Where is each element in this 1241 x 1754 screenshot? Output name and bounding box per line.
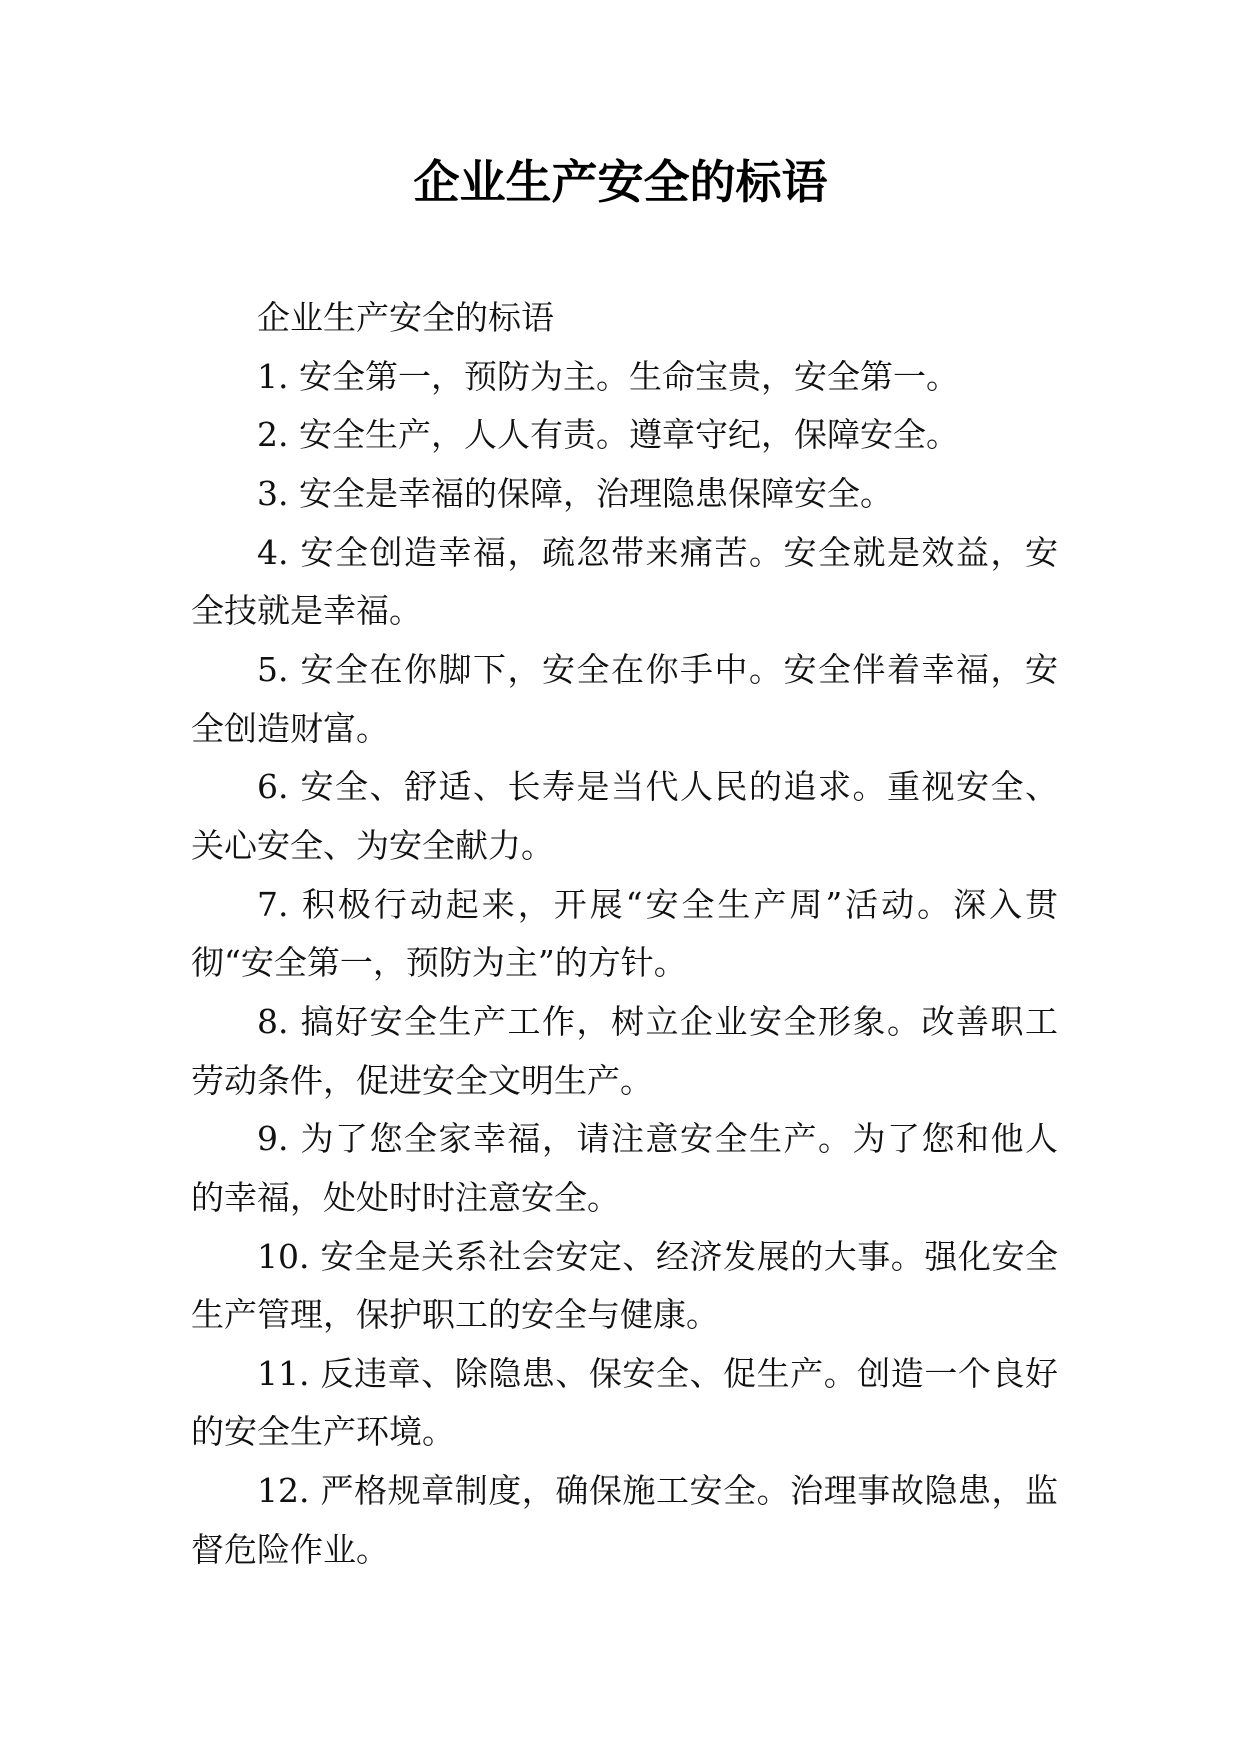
slogan-item-4: [191, 524, 1058, 641]
paragraph-line: 1. 安全第一，预防为主。生命宝贵，安全第一。: [257, 356, 959, 396]
paragraph-line: 的安全生产环境。: [191, 1412, 455, 1452]
paragraph-line: 6. 安全、舒适、长寿是当代人民的追求。重视安全、: [257, 767, 1058, 807]
paragraph-line: 12. 严格规章制度，确保施工安全。治理事故隐患，监: [257, 1471, 1058, 1511]
slogan-item-10: [191, 1228, 1058, 1345]
document-body: [191, 289, 1058, 1579]
paragraph-line: 7. 积极行动起来，开展“安全生产周”活动。深入贯: [257, 884, 1058, 924]
paragraph-line: 关心安全、为安全献力。: [191, 825, 554, 865]
slogan-item-12: [191, 1462, 1058, 1579]
slogan-item-1: [191, 348, 1058, 407]
slogan-item-3: [191, 465, 1058, 524]
slogan-item-5: [191, 641, 1058, 758]
paragraph-line: 4. 安全创造幸福，疏忽带来痛苦。安全就是效益，安: [257, 532, 1058, 572]
paragraph-line: 全技就是幸福。: [191, 591, 422, 631]
slogan-item-9: [191, 1110, 1058, 1227]
slogan-item-8: [191, 993, 1058, 1110]
paragraph-line: 2. 安全生产，人人有责。遵章守纪，保障安全。: [257, 415, 959, 455]
paragraph-intro: [191, 289, 1058, 348]
slogan-item-11: [191, 1345, 1058, 1462]
slogan-item-2: [191, 406, 1058, 465]
paragraph-line: 3. 安全是幸福的保障，治理隐患保障安全。: [257, 473, 893, 513]
page-title: 企业生产安全的标语: [413, 155, 828, 209]
paragraph-line: 9. 为了您全家幸福，请注意安全生产。为了您和他人: [257, 1119, 1058, 1159]
paragraph-line: 全创造财富。: [191, 708, 389, 748]
slogan-item-6: [191, 758, 1058, 875]
paragraph-line: 5. 安全在你脚下，安全在你手中。安全伴着幸福，安: [257, 649, 1058, 689]
paragraph-line: 10. 安全是关系社会安定、经济发展的大事。强化安全: [257, 1236, 1058, 1276]
paragraph-line: 11. 反违章、除隐患、保安全、促生产。创造一个良好: [257, 1353, 1058, 1393]
paragraph-line: 督危险作业。: [191, 1529, 389, 1569]
paragraph-line: 的幸福，处处时时注意安全。: [191, 1177, 620, 1217]
paragraph-line: 生产管理，保护职工的安全与健康。: [191, 1295, 719, 1335]
paragraph-line: 8. 搞好安全生产工作，树立企业安全形象。改善职工: [257, 1001, 1058, 1041]
paragraph-line: 企业生产安全的标语: [257, 298, 554, 337]
slogan-item-7: [191, 876, 1058, 993]
paragraph-line: 劳动条件，促进安全文明生产。: [191, 1060, 653, 1100]
paragraph-line: 彻“安全第一，预防为主”的方针。: [191, 943, 687, 983]
